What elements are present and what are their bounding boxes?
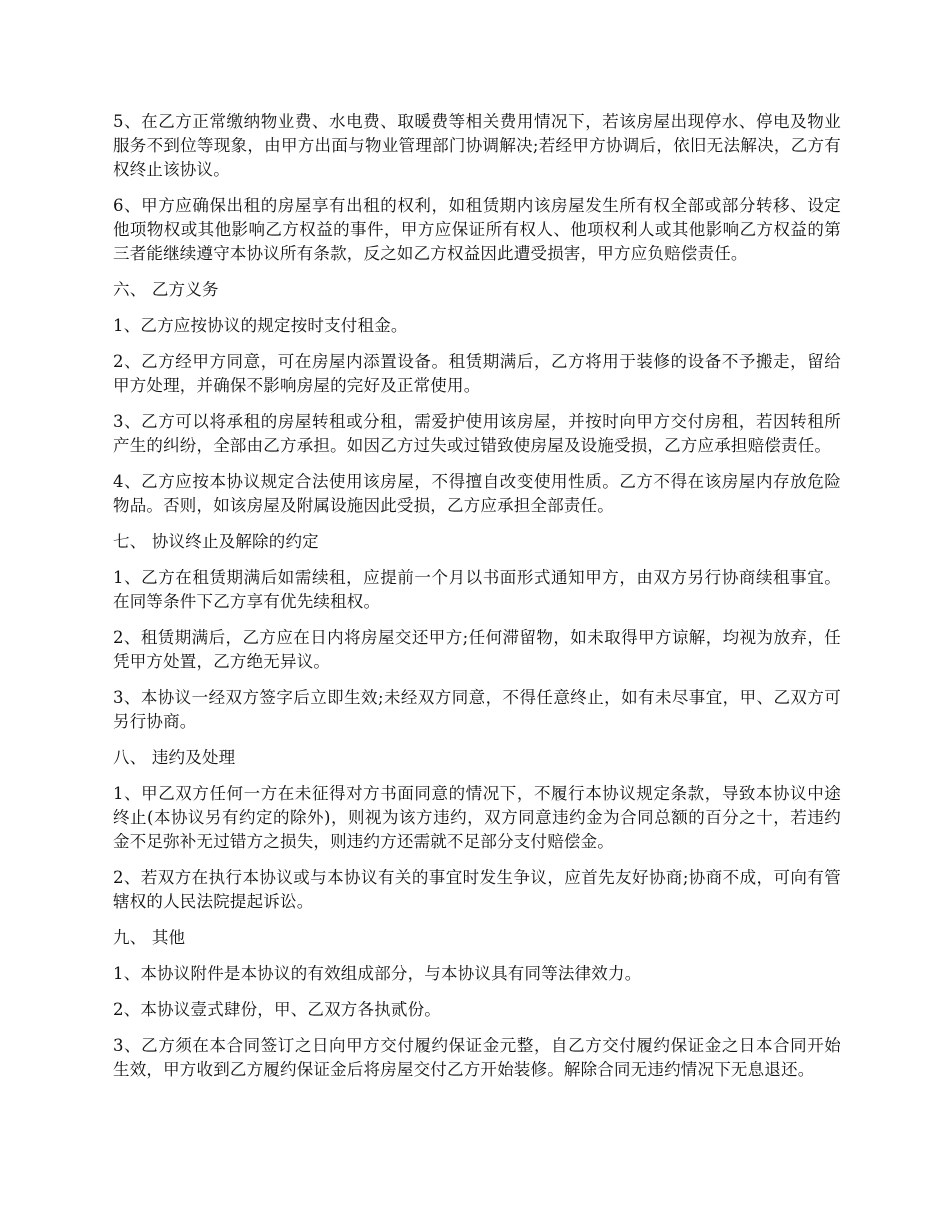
clause-paragraph: 1、甲乙双方任何一方在未征得对方书面同意的情况下，不履行本协议规定条款，导致本协议中途终止(本协议另有约定的除外)，则视为该方违约，双方同意违约金为合同总额的百分之十，若违约金不足弥补无过错方之损失，则违约方还需就不足部分支付赔偿金。 xyxy=(113,784,841,851)
clause-paragraph: 3、乙方可以将承租的房屋转租或分租，需爱护使用该房屋，并按时向甲方交付房租，若因转租所产生的纠纷，全部由乙方承担。如因乙方过失或过错致使房屋及设施受损，乙方应承担赔偿责任。 xyxy=(113,412,841,455)
clause-paragraph: 1、本协议附件是本协议的有效组成部分，与本协议具有同等法律效力。 xyxy=(113,964,642,983)
document-page xyxy=(113,110,841,1094)
section-heading: 八、 违约及处理 xyxy=(113,748,236,767)
clause-paragraph: 2、本协议壹式肆份，甲、乙双方各执贰份。 xyxy=(113,1000,441,1019)
clause-paragraph: 5、在乙方正常缴纳物业费、水电费、取暖费等相关费用情况下，若该房屋出现停水、停电及物业服务不到位等现象，由甲方出面与物业管理部门协调解决;若经甲方协调后，依旧无法解决，乙方有权终止该协议。 xyxy=(113,112,841,179)
clause-paragraph: 2、乙方经甲方同意，可在房屋内添置设备。租赁期满后，乙方将用于装修的设备不予搬走，留给甲方处理，并确保不影响房屋的完好及正常使用。 xyxy=(113,352,841,395)
clause-paragraph: 4、乙方应按本协议规定合法使用该房屋，不得擅自改变使用性质。乙方不得在该房屋内存放危险物品。否则，如该房屋及附属设施因此受损，乙方应承担全部责任。 xyxy=(113,472,841,515)
section-heading: 七、 协议终止及解除的约定 xyxy=(113,532,319,551)
clause-paragraph: 1、乙方在租赁期满后如需续租，应提前一个月以书面形式通知甲方，由双方另行协商续租事宜。在同等条件下乙方享有优先续租权。 xyxy=(113,568,841,611)
clause-paragraph: 3、乙方须在本合同签订之日向甲方交付履约保证金元整，自乙方交付履约保证金之日本合同开始生效，甲方收到乙方履约保证金后将房屋交付乙方开始装修。解除合同无违约情况下无息退还。 xyxy=(113,1036,841,1079)
clause-paragraph: 2、若双方在执行本协议或与本协议有关的事宜时发生争议，应首先友好协商;协商不成，可向有管辖权的人民法院提起诉讼。 xyxy=(113,868,841,911)
section-heading: 六、 乙方义务 xyxy=(113,280,219,299)
clause-paragraph: 1、乙方应按协议的规定按时支付租金。 xyxy=(113,316,408,335)
section-heading: 九、 其他 xyxy=(113,928,186,947)
clause-paragraph: 2、租赁期满后，乙方应在日内将房屋交还甲方;任何滞留物，如未取得甲方谅解，均视为放弃，任凭甲方处置，乙方绝无异议。 xyxy=(113,628,841,671)
clause-paragraph: 3、本协议一经双方签字后立即生效;未经双方同意，不得任意终止，如有未尽事宜，甲、乙双方可另行协商。 xyxy=(113,688,841,731)
clause-paragraph: 6、甲方应确保出租的房屋享有出租的权利，如租赁期内该房屋发生所有权全部或部分转移、设定他项物权或其他影响乙方权益的事件，甲方应保证所有权人、他项权利人或其他影响乙方权益的第三者能继续遵守本协议所有条款，反之如乙方权益因此遭受损害，甲方应负赔偿责任。 xyxy=(113,196,841,263)
